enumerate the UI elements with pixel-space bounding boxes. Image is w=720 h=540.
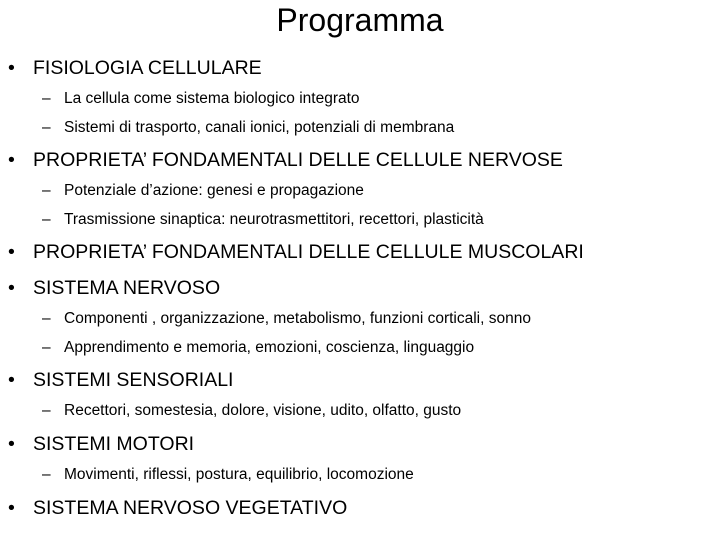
sub-bullet-text: Potenziale d’azione: genesi e propagazione xyxy=(64,182,364,199)
bullet-marker: • xyxy=(8,149,15,171)
bullet-marker: • xyxy=(8,57,15,79)
bullet-text: SISTEMI MOTORI xyxy=(33,433,195,455)
sub-bullet-text: Sistemi di trasporto, canali ionici, potenziali di membrana xyxy=(64,119,455,136)
slide-title: Programma xyxy=(276,2,444,38)
bullet-item xyxy=(8,496,347,520)
bullet-text: SISTEMA NERVOSO VEGETATIVO xyxy=(33,497,348,519)
dash-marker: – xyxy=(42,182,51,199)
dash-marker: – xyxy=(42,339,51,356)
bullet-marker: • xyxy=(8,433,15,455)
sub-bullet-item xyxy=(42,89,360,109)
sub-bullet-text: Trasmissione sinaptica: neurotrasmettitori, recettori, plasticità xyxy=(64,211,484,228)
bullet-item xyxy=(8,240,584,264)
dash-marker: – xyxy=(42,310,51,327)
bullet-item xyxy=(8,56,262,80)
sub-bullet-item xyxy=(42,309,531,329)
bullet-text: SISTEMA NERVOSO xyxy=(33,277,221,299)
bullet-marker: • xyxy=(8,277,15,299)
bullet-text: PROPRIETA’ FONDAMENTALI DELLE CELLULE NERVOSE xyxy=(33,149,563,171)
bullet-marker: • xyxy=(8,497,15,519)
bullet-text: SISTEMI SENSORIALI xyxy=(33,369,234,391)
sub-bullet-item xyxy=(42,401,461,421)
bullet-item xyxy=(8,148,563,172)
dash-marker: – xyxy=(42,119,51,136)
sub-bullet-text: Apprendimento e memoria, emozioni, coscienza, linguaggio xyxy=(64,339,475,356)
sub-bullet-text: Componenti , organizzazione, metabolismo, funzioni corticali, sonno xyxy=(64,310,531,327)
sub-bullet-item xyxy=(42,210,484,230)
sub-bullet-text: La cellula come sistema biologico integrato xyxy=(64,90,360,107)
dash-marker: – xyxy=(42,466,51,483)
bullet-text: PROPRIETA’ FONDAMENTALI DELLE CELLULE MUSCOLARI xyxy=(33,241,584,263)
sub-bullet-item xyxy=(42,181,364,201)
bullet-item xyxy=(8,368,233,392)
dash-marker: – xyxy=(42,90,51,107)
dash-marker: – xyxy=(42,211,51,228)
sub-bullet-text: Recettori, somestesia, dolore, visione, udito, olfatto, gusto xyxy=(64,402,462,419)
sub-bullet-item xyxy=(42,338,474,358)
bullet-marker: • xyxy=(8,241,15,263)
sub-bullet-item xyxy=(42,118,454,138)
bullet-item xyxy=(8,276,220,300)
bullet-item xyxy=(8,432,194,456)
sub-bullet-text: Movimenti, riflessi, postura, equilibrio, locomozione xyxy=(64,466,414,483)
bullet-text: FISIOLOGIA CELLULARE xyxy=(33,57,262,79)
sub-bullet-item xyxy=(42,465,414,485)
dash-marker: – xyxy=(42,402,51,419)
bullet-marker: • xyxy=(8,369,15,391)
